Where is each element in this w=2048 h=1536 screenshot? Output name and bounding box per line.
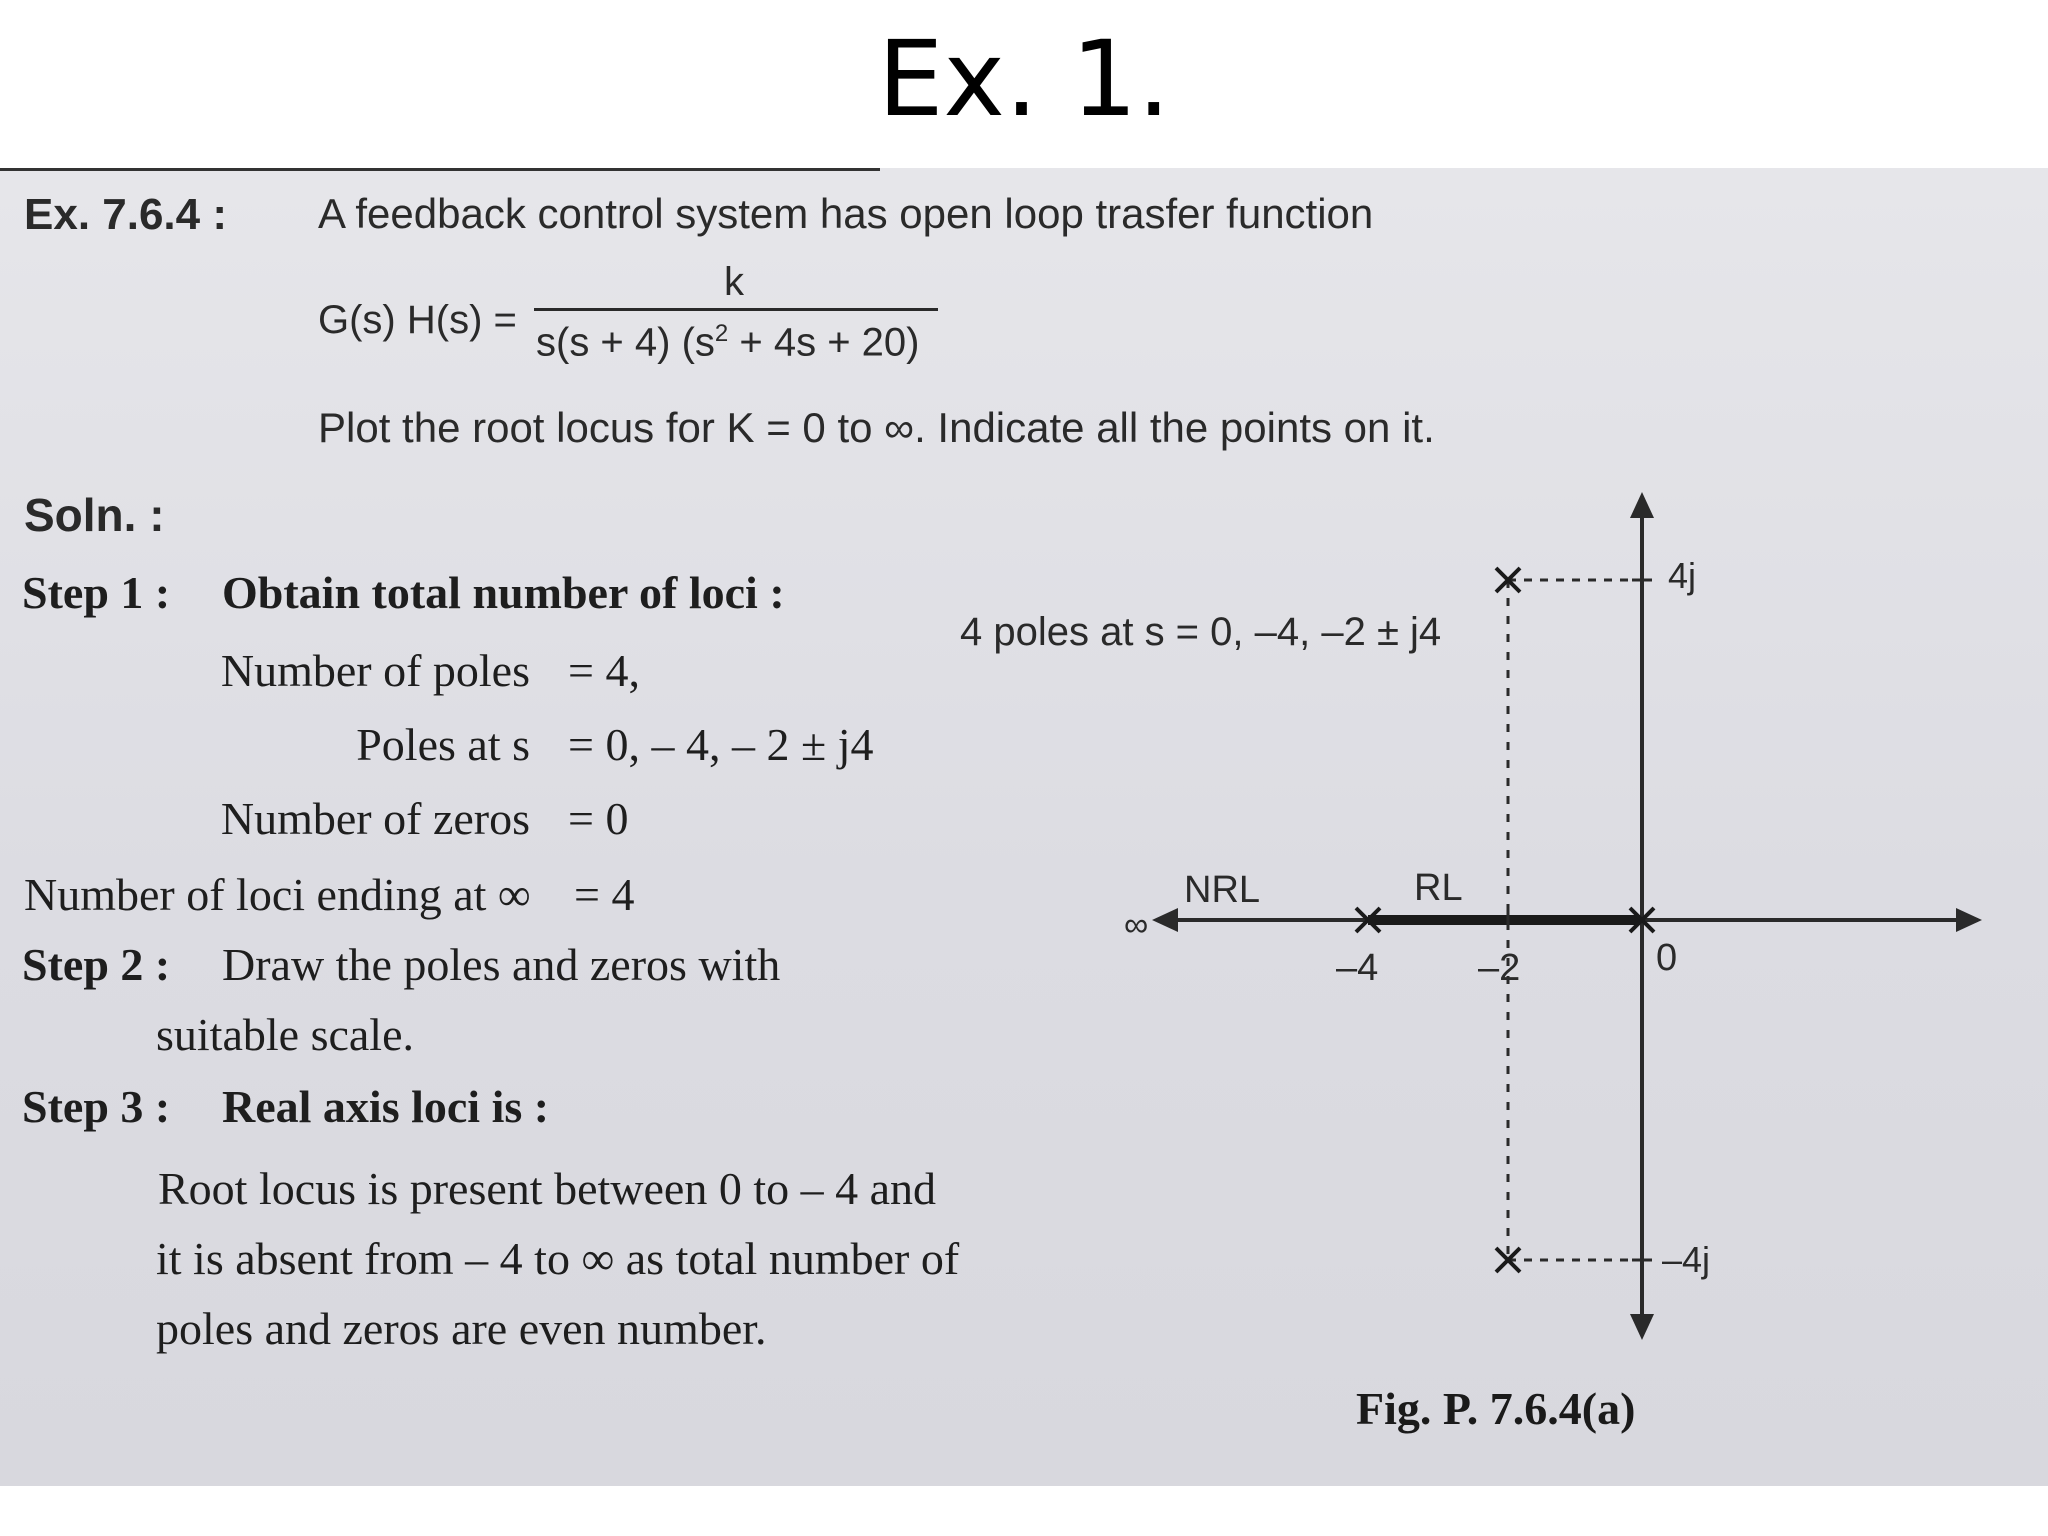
transfer-function-numerator: k <box>724 260 744 304</box>
loci-at-infinity-label: Number of loci ending at ∞ <box>24 869 531 920</box>
solution-heading: Soln. : <box>24 489 165 541</box>
poles-count-value: = 4, <box>568 645 640 696</box>
label-rl: RL <box>1414 867 1463 909</box>
zeros-count-value: = 0 <box>568 793 629 844</box>
figure-annotation: 4 poles at s = 0, –4, –2 ± j4 <box>960 610 1442 654</box>
real-axis-left-arrow <box>1152 908 1178 932</box>
slide-title: Ex. 1. <box>877 18 1171 140</box>
step3-line2: it is absent from – 4 to ∞ as total number of <box>156 1233 960 1284</box>
label-nrl: NRL <box>1184 869 1261 911</box>
textbook-photo <box>0 168 2048 1486</box>
transfer-function-lhs: G(s) H(s) = <box>318 298 517 342</box>
real-axis-right-arrow <box>1956 908 1982 932</box>
imaginary-axis-down-arrow <box>1630 1314 1654 1340</box>
pole-minus2-plus-j4 <box>1496 568 1520 592</box>
label-infinity: ∞ <box>1124 906 1149 944</box>
step3-label: Step 3 : <box>22 1081 171 1132</box>
loci-at-infinity-value: = 4 <box>574 869 635 920</box>
imaginary-axis-up-arrow <box>1630 492 1654 518</box>
label-zero: 0 <box>1656 937 1678 979</box>
label-minus4: –4 <box>1336 947 1379 989</box>
label-plus4j: 4j <box>1668 555 1697 596</box>
step3-line1: Root locus is present between 0 to – 4 and <box>158 1163 937 1214</box>
step3-title: Real axis loci is : <box>222 1081 550 1132</box>
step1-label: Step 1 : <box>22 567 171 618</box>
step2-label: Step 2 : <box>22 939 171 990</box>
transfer-function-denominator: s(s + 4) $(s^2 + 4s + 20)$ <box>536 320 920 365</box>
step2-text-line2: suitable scale. <box>156 1009 415 1060</box>
step3-line3: poles and zeros are even number. <box>156 1303 767 1354</box>
root-locus-diagram <box>0 168 2048 1486</box>
figure-caption: Fig. P. 7.6.4(a) <box>1356 1383 1636 1434</box>
zeros-count-label: Number of zeros <box>220 793 530 844</box>
poles-location-label: Poles at s <box>356 719 530 770</box>
label-minus4j: –4j <box>1662 1239 1711 1280</box>
problem-statement: A feedback control system has open loop trasfer function <box>318 190 1374 237</box>
example-label: Ex. 7.6.4 : <box>24 190 228 239</box>
poles-count-label: Number of poles <box>220 645 530 696</box>
poles-location-value: = 0, – 4, – 2 ± j4 <box>568 719 874 770</box>
problem-instruction: Plot the root locus for K = 0 to ∞. Indicate all the points on it. <box>318 404 1435 451</box>
step2-text-line1: Draw the poles and zeros with <box>222 939 781 990</box>
step1-title: Obtain total number of loci : <box>222 567 785 618</box>
label-minus2: –2 <box>1478 947 1521 989</box>
